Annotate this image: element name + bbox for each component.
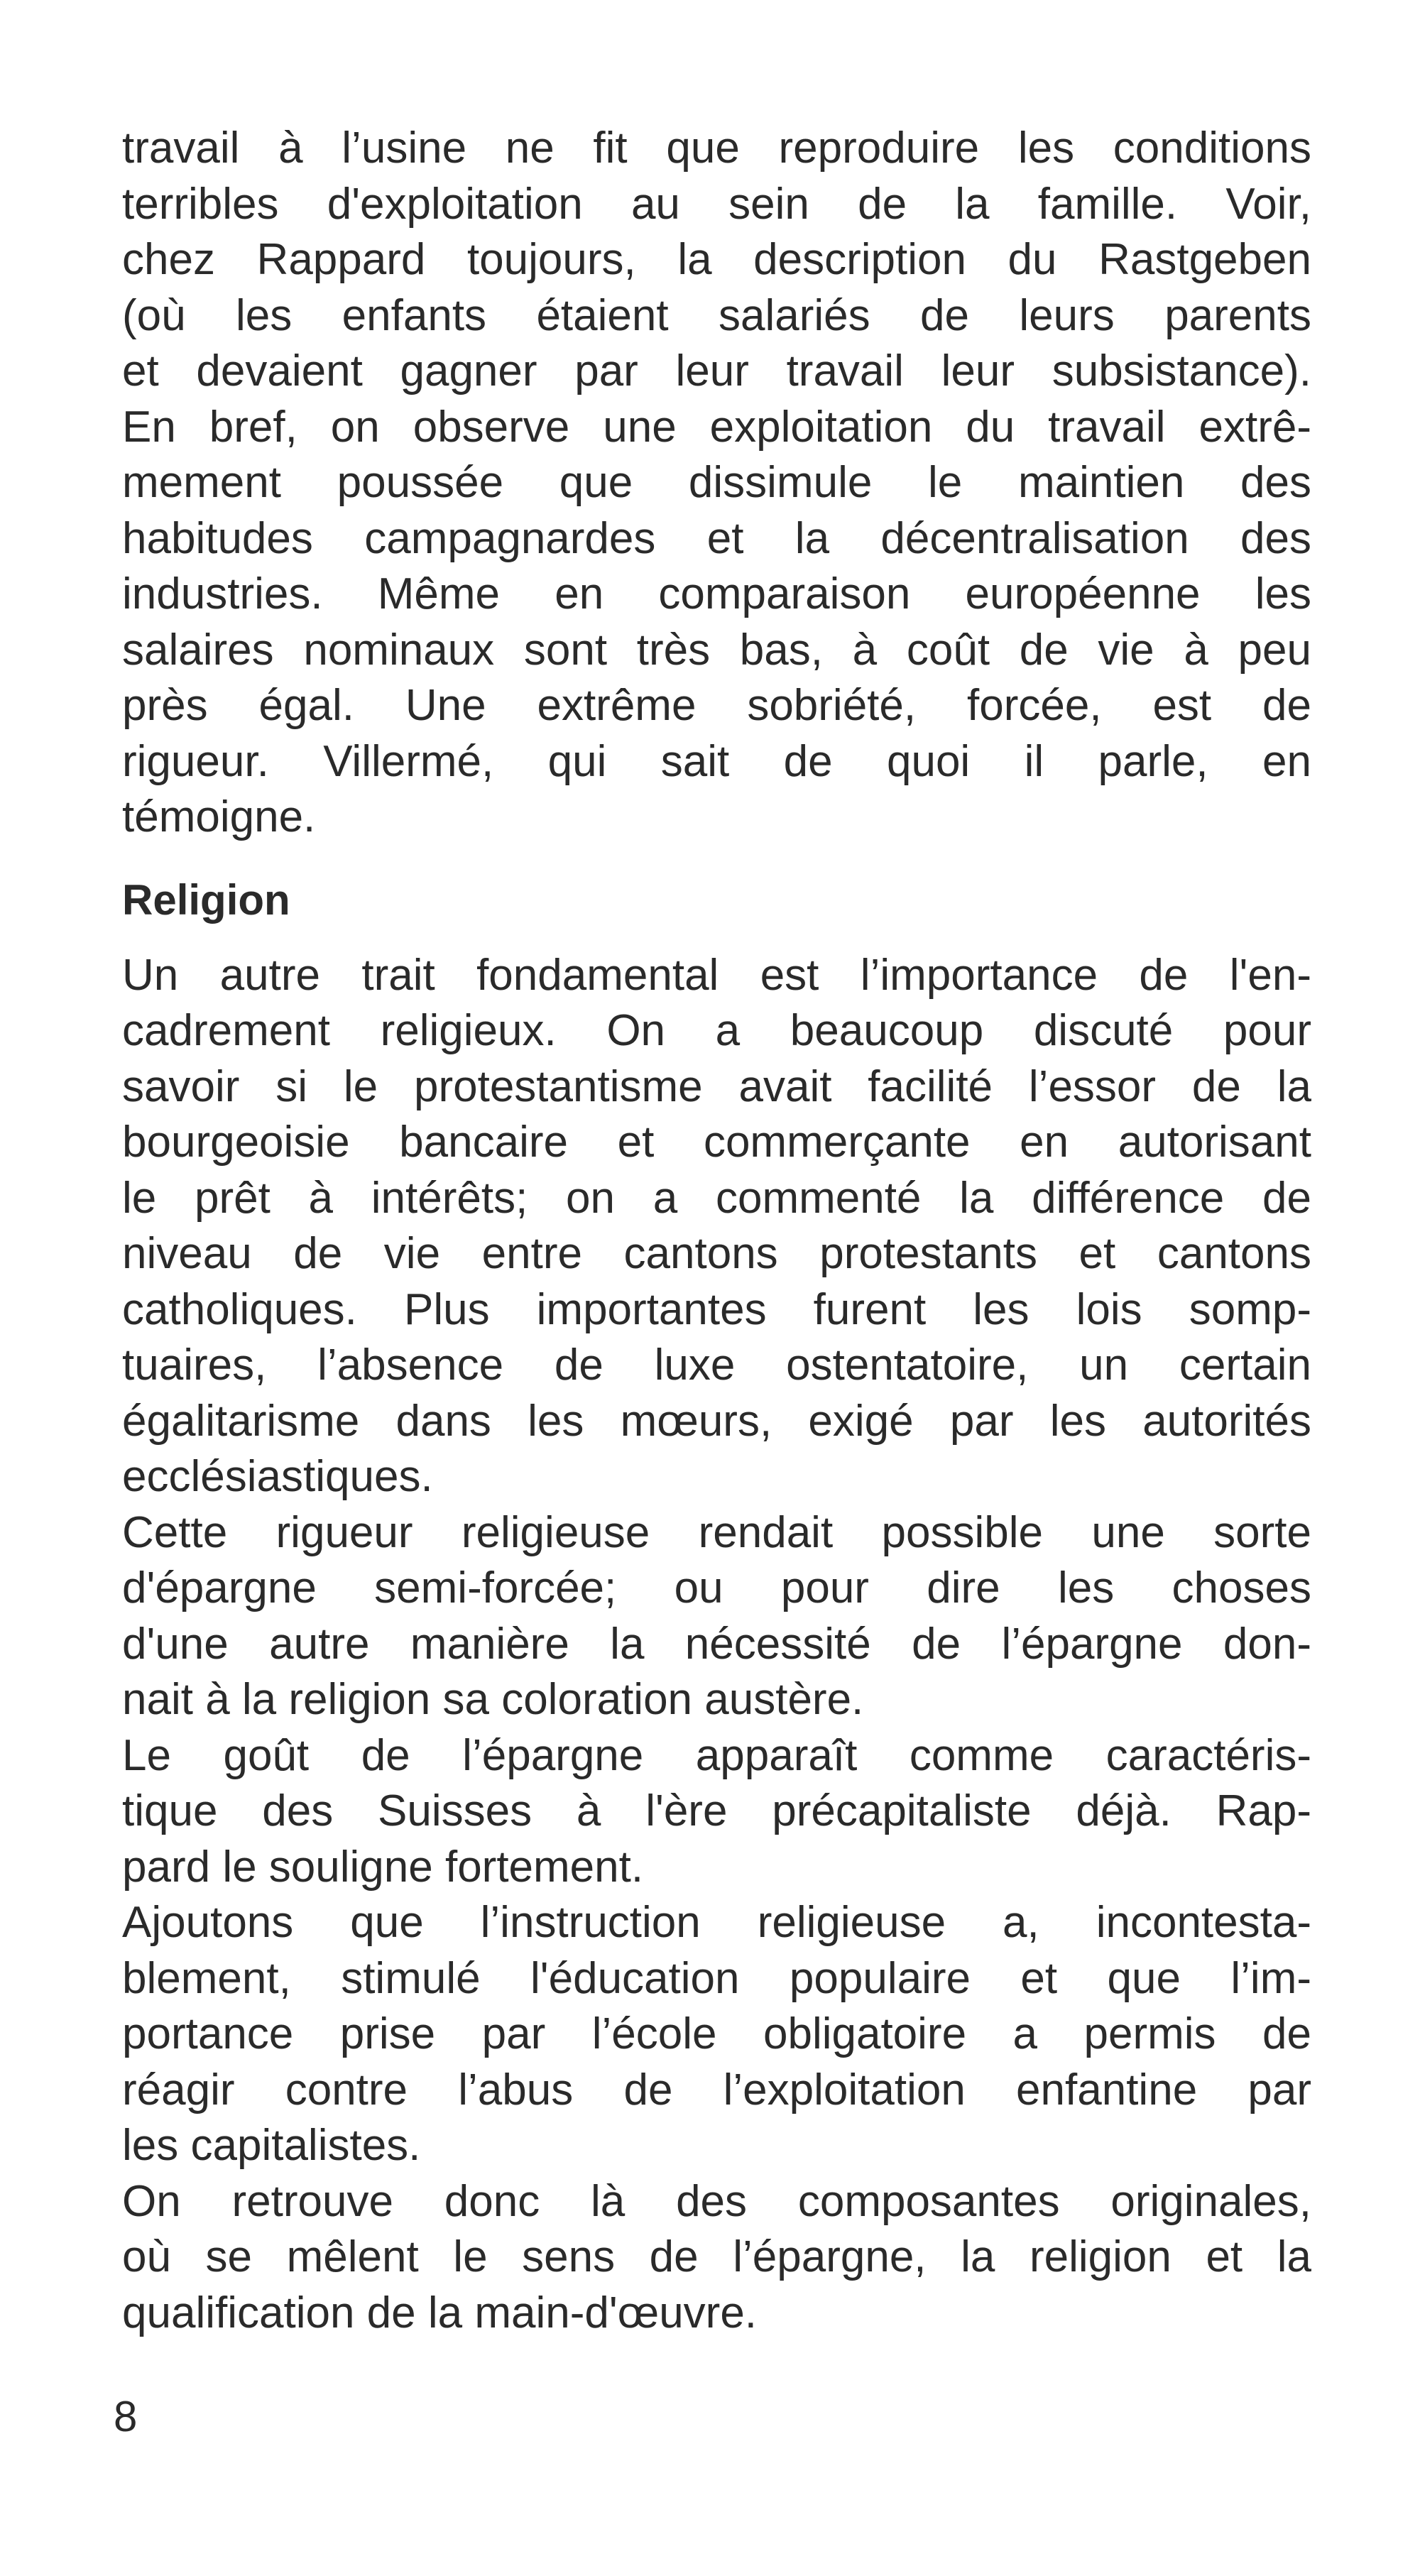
text-line: catholiques. Plus importantes furent les lois somp-: [122, 1284, 1311, 1334]
page-body: [122, 121, 1311, 2341]
text-line: qualification de la main-d'œuvre.: [122, 2288, 758, 2337]
body-paragraph: [122, 2174, 1311, 2342]
section-heading: Religion: [122, 875, 290, 924]
text-line: égalitarisme dans les mœurs, exigé par les autorités: [122, 1396, 1311, 1446]
text-line: d'épargne semi-forcée; ou pour dire les choses: [122, 1563, 1311, 1612]
body-paragraph: [122, 948, 1311, 1505]
text-line: près égal. Une extrême sobriété, forcée, est de: [122, 681, 1311, 730]
text-line: portance prise par l’école obligatoire a permis de: [122, 2009, 1311, 2058]
text-line: tuaires, l’absence de luxe ostentatoire, un certain: [122, 1341, 1311, 1390]
text-line: où se mêlent le sens de l’épargne, la religion et la: [122, 2232, 1311, 2281]
text-line: habitudes campagnardes et la décentralisation des: [122, 513, 1311, 563]
text-line: Cette rigueur religieuse rendait possible une sorte: [122, 1507, 1311, 1557]
text-line: nait à la religion sa coloration austère.: [122, 1675, 864, 1724]
text-line: cadrement religieux. On a beaucoup discuté pour: [122, 1006, 1311, 1055]
text-line: et devaient gagner par leur travail leur subsistance).: [122, 346, 1311, 395]
body-paragraph: [122, 1895, 1311, 2174]
text-line: travail à l’usine ne fit que reproduire les conditions: [122, 124, 1311, 173]
text-line: (où les enfants étaient salariés de leurs parents: [122, 290, 1311, 340]
text-line: Le goût de l’épargne apparaît comme caractéris-: [122, 1730, 1311, 1780]
page-number: 8: [114, 2393, 138, 2440]
text-line: niveau de vie entre cantons protestants et cantons: [122, 1229, 1311, 1278]
body-paragraph: [122, 1728, 1311, 1896]
text-line: industries. Même en comparaison européenne les: [122, 569, 1311, 618]
text-line: Un autre trait fondamental est l’importance de l'en-: [122, 950, 1311, 1000]
text-line: ecclésiastiques.: [122, 1452, 433, 1501]
text-line: terribles d'exploitation au sein de la famille. Voir,: [122, 179, 1311, 229]
text-line: chez Rappard toujours, la description du Rastgeben: [122, 235, 1311, 284]
text-line: blement, stimulé l'éducation populaire et que l’im-: [122, 1953, 1311, 2003]
intro-paragraph: [122, 121, 1311, 846]
text-line: pard le souligne fortement.: [122, 1842, 644, 1892]
religion-section: [122, 873, 1311, 2342]
text-line: bourgeoisie bancaire et commerçante en autorisant: [122, 1118, 1311, 1167]
text-line: rigueur. Villermé, qui sait de quoi il parle, en: [122, 736, 1311, 786]
text-line: mement poussée que dissimule le maintien des: [122, 458, 1311, 507]
text-line: tique des Suisses à l'ère précapitaliste déjà. Rap-: [122, 1786, 1311, 1835]
text-line: témoigne.: [122, 792, 316, 841]
text-line: savoir si le protestantisme avait facilité l’essor de la: [122, 1061, 1311, 1111]
text-line: les capitalistes.: [122, 2121, 421, 2170]
text-line: En bref, on observe une exploitation du travail extrê-: [122, 402, 1311, 452]
text-line: Ajoutons que l’instruction religieuse a, incontesta-: [122, 1898, 1311, 1947]
body-paragraph: [122, 1505, 1311, 1728]
text-line: d'une autre manière la nécessité de l’épargne don-: [122, 1619, 1311, 1669]
text-line: salaires nominaux sont très bas, à coût de vie à peu: [122, 625, 1311, 675]
text-line: On retrouve donc là des composantes originales,: [122, 2176, 1311, 2226]
text-line: réagir contre l’abus de l’exploitation enfantine par: [122, 2065, 1311, 2114]
text-line: le prêt à intérêts; on a commenté la différence de: [122, 1173, 1311, 1223]
